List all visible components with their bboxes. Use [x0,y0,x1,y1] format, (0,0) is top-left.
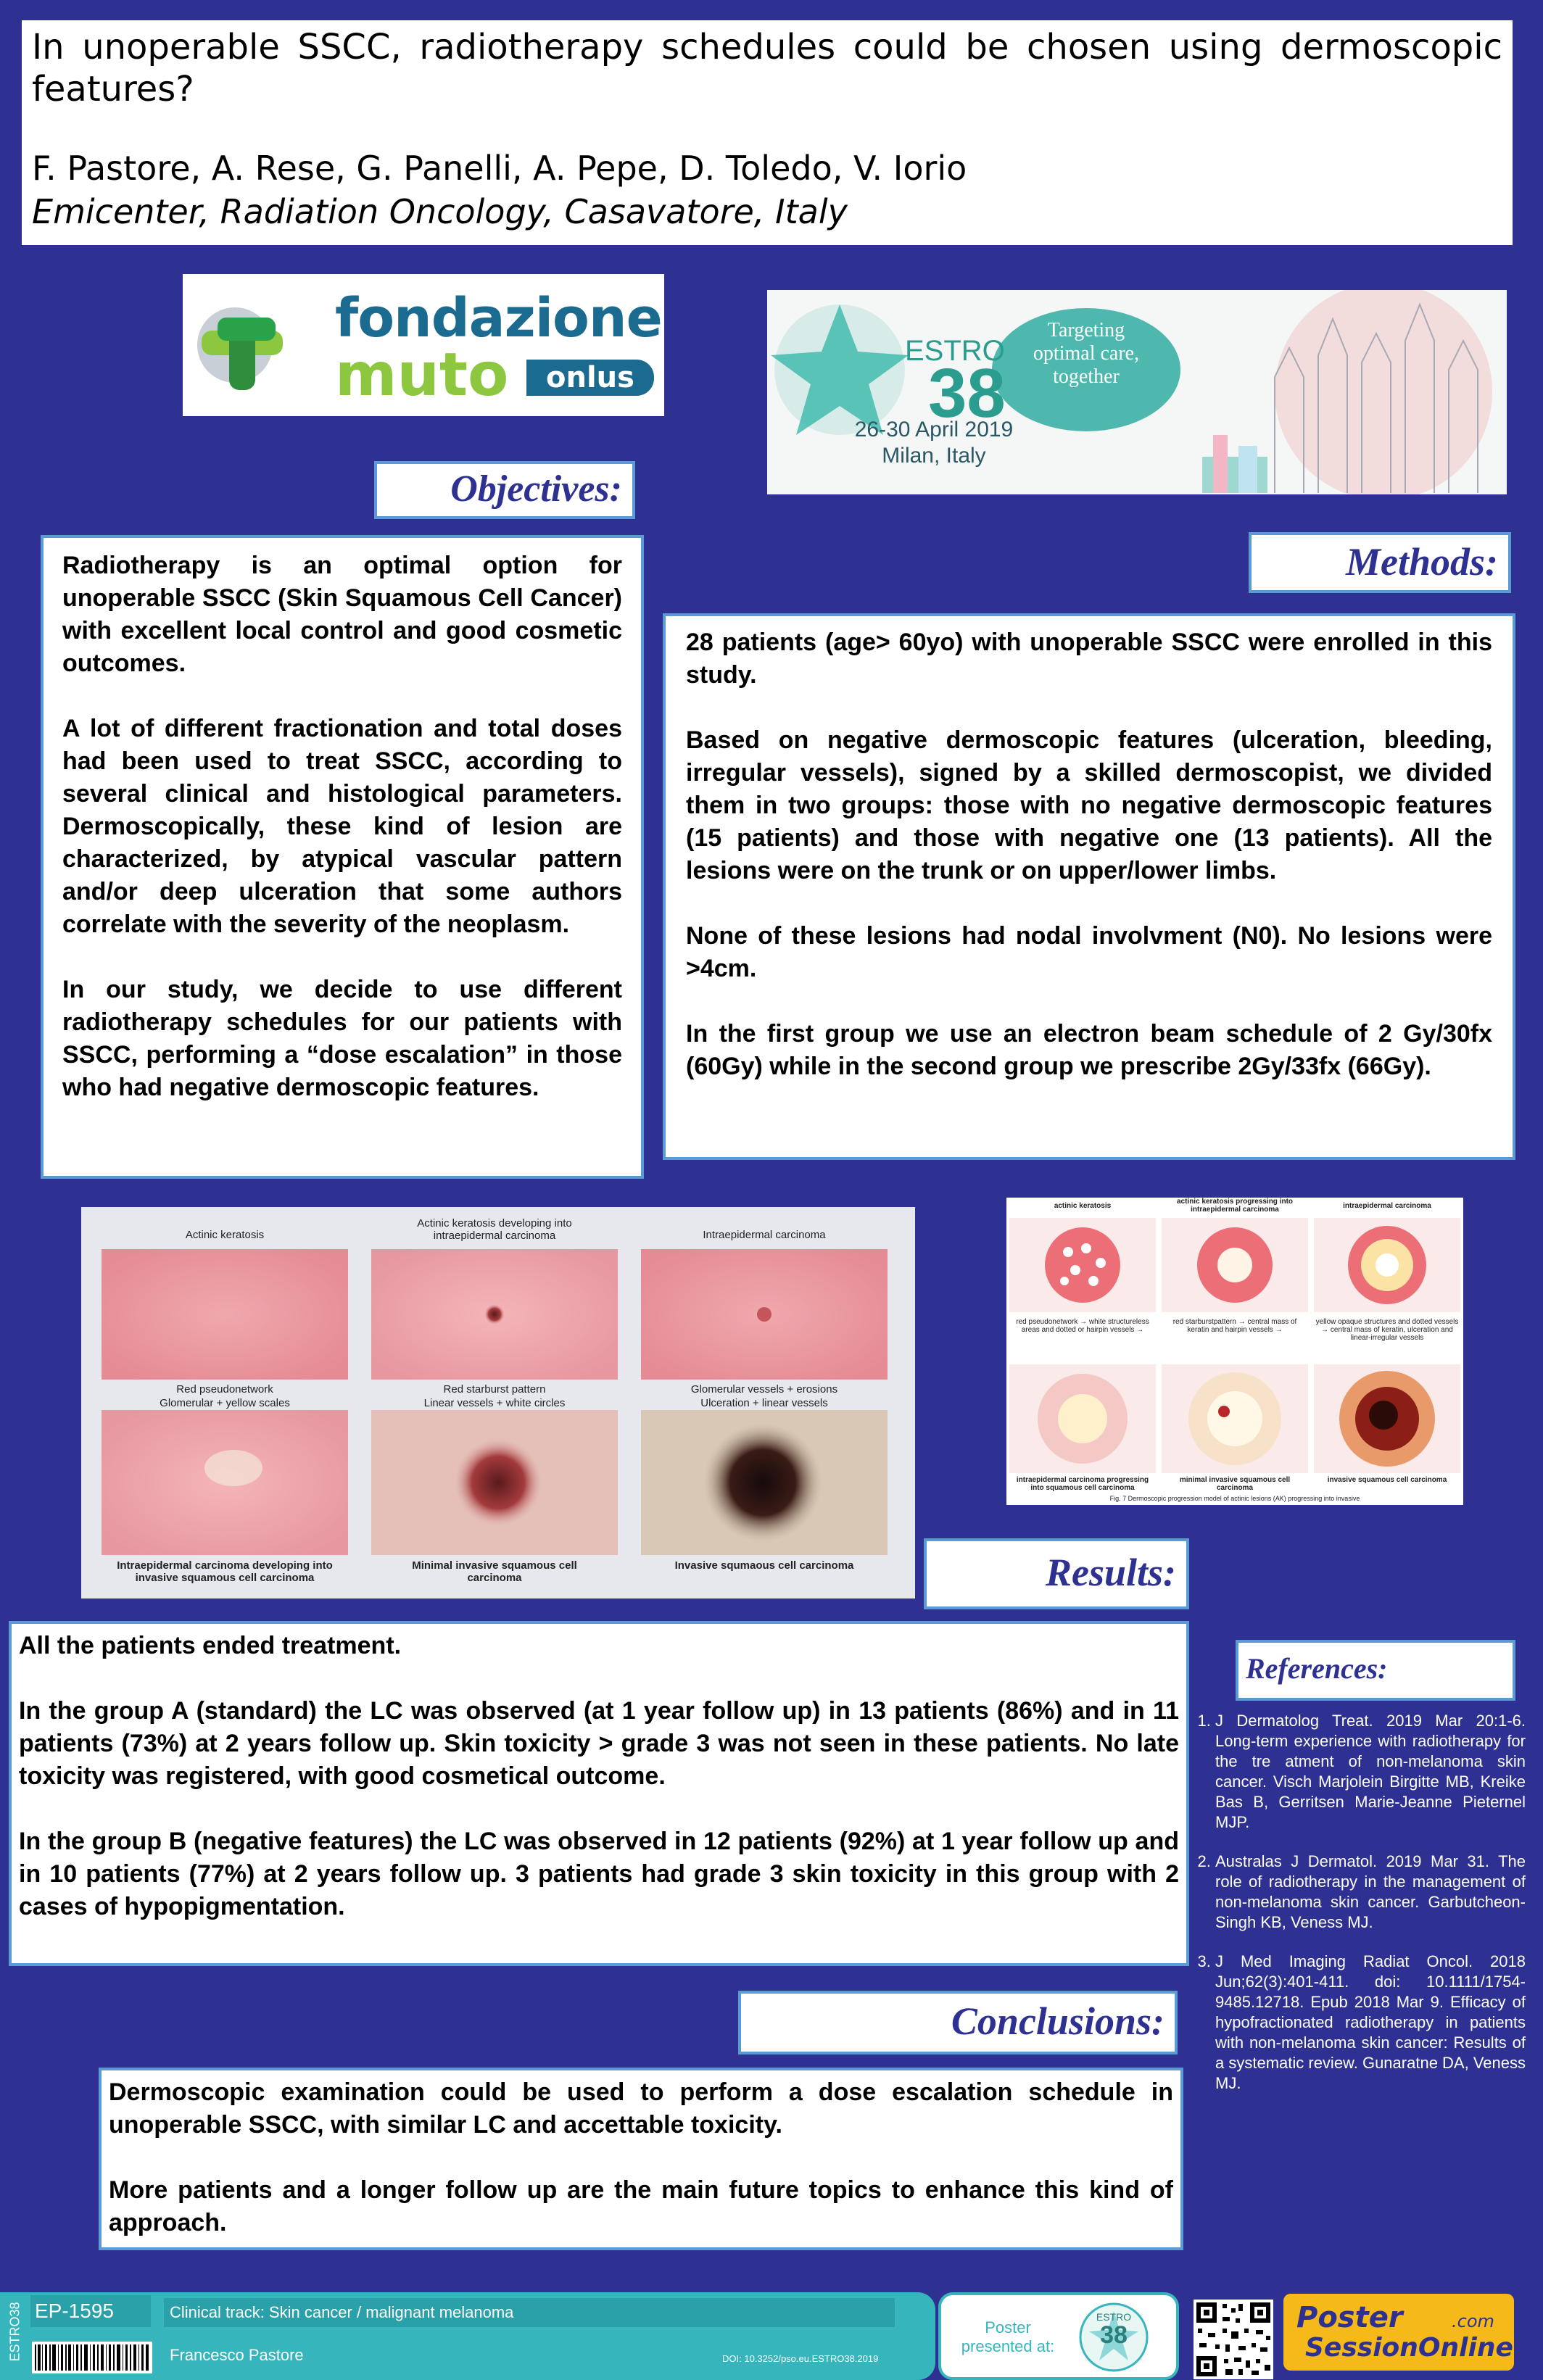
estro-38-banner [767,290,1507,494]
estro-dates: 26-30 April 2019 [854,418,1014,441]
clinical-track: Clinical track: Skin cancer / malignant melanoma [164,2298,895,2327]
estro-tagline [1014,319,1159,389]
authors: F. Pastore, A. Rese, G. Panelli, A. Pepe, D. Toledo, V. Iorio [32,149,967,188]
objectives-p3: In our study, we decide to use different radiotherapy schedules for our patients with SSCC, performing a “dose escalation” in those who had negative dermoscopic features. [62,976,622,1101]
methods-p4: In the first group we use an electron beam schedule of 2 Gy/30fx (60Gy) while in the second group we prescribe 2Gy/33fx (66Gy). [686,1020,1492,1080]
estro-place: Milan, Italy [882,444,986,468]
presented-line-1: Poster [985,2318,1031,2337]
results-text [19,1630,1179,1923]
footer-side-label: ESTRO38 [7,2302,22,2362]
muto-line-3: onlus [526,360,654,396]
model-top-title-1: actinic keratosis [1054,1202,1112,1210]
conclusions-p2: More patients and a longer follow up are the main future topics to enhance this kind of approach. [109,2176,1173,2236]
photo-top-caption-2: Red starburst pattern [443,1383,546,1396]
objectives-p1: Radiotherapy is an optimal option for unoperable SSCC (Skin Squamous Cell Cancer) with excellent local control and good cosmetic outcomes. [62,552,622,677]
results-p2: In the group A (standard) the LC was observed (at 1 year follow up) in 13 patients (86%) and in 11 patients (73%) at 2 years follow up. Skin toxicity > grade 3 was not seen in these patients. No late toxicity was registered, with good cosmetical outcome. [19,1697,1179,1790]
pso-brand-1: Poster [1296,2301,1403,2334]
results-p3: In the group B (negative features) the LC was observed in 12 patients (92%) at 1 year follow up and in 10 patients (77%) at 2 years follow up. 3 patients had grade 3 skin toxicity in this group with 2 cases of hypopigmentation. [19,1828,1179,1920]
photo-bottom-title-3: Ulceration + linear vessels [700,1397,828,1409]
methods-box [663,613,1515,1160]
model-mid-caption-3: yellow opaque structures and dotted vessels → central mass of keratin, ulceration and linear-irregular vessels [1315,1318,1459,1342]
footer-bar [0,2284,1543,2380]
methods-p3: None of these lesions had nodal involvment (N0). No lesions were >4cm. [686,922,1492,982]
conclusions-text [109,2076,1173,2239]
results-heading: Results: [924,1538,1189,1609]
doi: DOI: 10.3252/pso.eu.ESTRO38.2019 [722,2353,879,2364]
methods-heading: Methods: [1249,532,1511,593]
pso-brand-2: SessionOnline [1305,2333,1513,2363]
photo-top-title-3: Intraepidermal carcinoma [703,1229,826,1241]
badge-number: 38 [1100,2321,1128,2349]
reference-item: 1. J Dermatolog Treat. 2019 Mar 20:1-6. Long-term experience with radiotherapy for the tre atment of non-melanoma skin cancer. Visch Marjolein Birgitte MB, Kreike Bas B, Gerritsen Marie-Jeanne Pieternel MJP. [1215,1711,1526,1833]
references-heading: References: [1236,1640,1515,1701]
model-mid-caption-2: red starburstpattern → central mass of keratin and hairpin vessels → [1172,1318,1297,1334]
dermoscopy-photo-figure [81,1207,915,1599]
progression-model-icon [1006,1198,1463,1505]
model-mid-caption-1: red pseudonetwork → white structureless areas and dotted or hairpin vessels → [1016,1318,1149,1334]
fondazione-muto-logo [183,274,664,416]
methods-p2: Based on negative dermoscopic features (ulceration, bleeding, irregular vessels), signed by a skilled dermoscopist, we divided them in two groups: those with no negative dermoscopic features (15 patients) and those with negative one (13 patients). All the lesions were on the trunk or on upper/lower limbs. [686,726,1492,884]
reference-item: 2. Australas J Dermatol. 2019 Mar 31. The role of radiotherapy in the management of non-melanoma skin cancer. Garbutcheon-Singh KB, Veness MJ. [1215,1852,1526,1933]
poster-id: EP-1595 [30,2295,151,2327]
objectives-box [41,535,644,1179]
conclusions-box [99,2068,1183,2250]
photo-bottom-title-2: Linear vessels + white circles [423,1397,566,1409]
results-p1: All the patients ended treatment. [19,1632,402,1659]
estro-name: ESTRO [905,335,1005,367]
model-top-title-3: intraepidermal carcinoma [1343,1202,1431,1210]
photo-top-caption-1: Red pseudonetwork [176,1383,273,1396]
photo-top-title-2: Actinic keratosis developing into intraepidermal carcinoma [417,1217,572,1242]
reference-item: 3. J Med Imaging Radiat Oncol. 2018 Jun;62(3):401-411. doi: 10.1111/1754-9485.12718. Epub 2018 Mar 9. Efficacy of hypofractionated radiotherapy in patients with non-melanoma skin cancer: Results of a systematic review. Gunaratne DA, Veness MJ. [1215,1952,1526,2094]
estro-number: 38 [928,354,1006,432]
methods-p1: 28 patients (age> 60yo) with unoperable SSCC were enrolled in this study. [686,629,1492,689]
model-bottom-title-1: intraepidermal carcinoma progressing into squamous cell carcinoma [1016,1476,1149,1492]
photo-top-caption-3: Glomerular vessels + erosions [690,1383,838,1396]
muto-line-2: muto [335,341,509,410]
conclusions-heading: Conclusions: [738,1991,1178,2054]
presented-line-2: presented at: [961,2337,1055,2355]
photo-bottom-caption-1: Intraepidermal carcinoma developing into invasive squamous cell carcinoma [117,1559,333,1584]
photo-bottom-caption-3: Invasive squmaous cell carcinoma [674,1559,854,1572]
photo-bottom-title-1: Glomerular + yellow scales [160,1397,290,1409]
results-box [9,1621,1189,1966]
estro-tagline-3: together [1053,365,1120,388]
estro-tagline-1: Targeting [1047,319,1125,341]
model-figure-caption: Fig. 7 Dermoscopic progression model of actinic lesions (AK) progressing into invasive [1109,1495,1360,1502]
poster-title: In unoperable SSCC, radiotherapy schedules could be chosen using dermoscopic features? [32,27,1502,109]
methods-text [686,626,1492,1083]
conclusions-p1: Dermoscopic examination could be used to perform a dose escalation schedule in unoperable SSCC, with similar LC and accettable toxicity. [109,2078,1173,2139]
model-top-title-2: actinic keratosis progressing into intraepidermal carcinoma [1176,1198,1294,1214]
title-box [22,20,1513,245]
barcode-icon [32,2342,152,2373]
model-bottom-title-3: invasive squamous cell carcinoma [1327,1476,1447,1484]
references-list [1191,1711,1526,2112]
estro-tagline-2: optimal care, [1033,342,1140,365]
model-bottom-title-2: minimal invasive squamous cell carcinoma [1179,1476,1291,1492]
objectives-heading: Objectives: [374,461,635,519]
presenter-name: Francesco Pastore [170,2346,304,2364]
affiliation: Emicenter, Radiation Oncology, Casavatore, Italy [32,192,848,231]
muto-line-1: fondazione [335,287,662,349]
badge-name: ESTRO [1096,2311,1132,2323]
photo-bottom-caption-2: Minimal invasive squamous cell carcinoma [412,1559,577,1584]
pso-brand-3: .com [1452,2311,1494,2331]
qr-code-icon[interactable] [1194,2300,1273,2379]
objectives-text [62,550,622,1104]
photo-top-title-1: Actinic keratosis [185,1229,265,1241]
objectives-p2: A lot of different fractionation and total doses had been used to treat SSCC, according to several clinical and histological parameters. Dermoscopically, these kind of lesion are characterized, by atypical vascular pattern and/or deep ulceration that some authors correlate with the severity of the neoplasm. [62,715,622,938]
dermoscopic-progression-model [1006,1198,1463,1505]
